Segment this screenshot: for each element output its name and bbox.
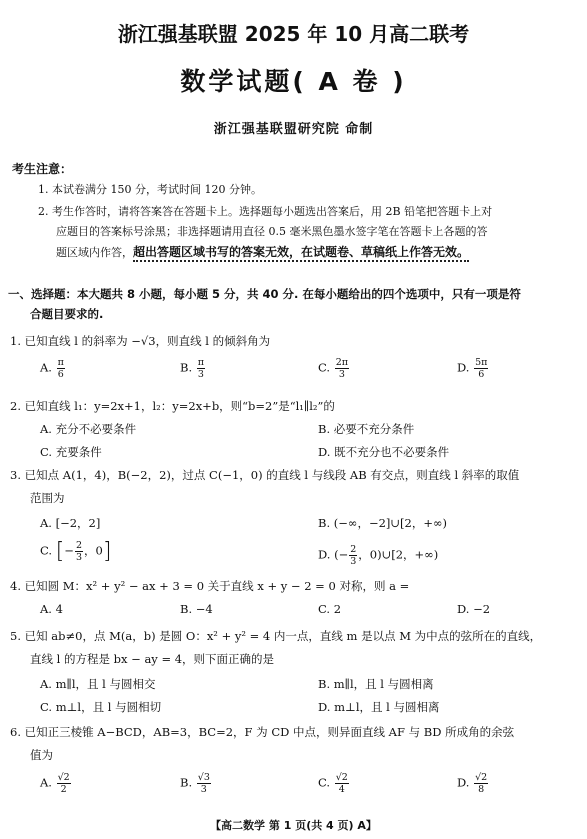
question-2-option-a: A. 充分不必要条件 xyxy=(40,422,137,436)
paper-author: 浙江强基联盟研究院 命制 xyxy=(213,122,374,137)
notice-item-2-line-1: 2. 考生作答时，请将答案答在答题卡上。选择题每小题选出答案后，用 2B 铅笔把答题卡上对 xyxy=(38,205,493,218)
question-5-option-b: B. m∥l，且 l 与圆相离 xyxy=(318,677,434,691)
question-4-option-d: D. −2 xyxy=(457,602,491,616)
question-1-option-b: B. $\frac{\pi}{3}$ xyxy=(180,357,205,380)
notice-item-2-line-3-text: 题区域内作答， xyxy=(56,246,133,259)
question-4-option-b: B. −4 xyxy=(180,602,213,616)
question-2-option-c: C. 充要条件 xyxy=(40,445,102,459)
question-1-stem-b: ，则直线 l 的倾斜角为 xyxy=(155,334,271,348)
question-1-option-c: C. $\frac{2\pi}{3}$ xyxy=(318,357,348,380)
question-4-option-a: A. 4 xyxy=(40,602,63,616)
fraction: $\frac{√2}{8}$ xyxy=(475,772,488,795)
question-6-option-a: A. $\frac{√2}{2}$ xyxy=(40,772,70,795)
question-3-stem-line-2: 范围为 xyxy=(30,491,65,505)
fraction: $\frac{2\pi}{3}$ xyxy=(335,357,348,380)
question-5-option-c: C. m⊥l，且 l 与圆相切 xyxy=(40,700,162,714)
notice-heading: 考生注意： xyxy=(12,162,73,176)
fraction: $\frac{5\pi}{6}$ xyxy=(475,357,488,380)
question-6-option-b: B. $\frac{√3}{3}$ xyxy=(180,772,210,795)
question-2-stem: 2. 已知直线 l₁：y=2x+1，l₂：y=2x+b，则“b=2”是“l₁∥l₂”的 xyxy=(10,399,335,413)
question-1-stem-a: 1. 已知直线 l 的斜率为 − xyxy=(10,334,141,348)
question-4-option-c: C. 2 xyxy=(318,602,342,616)
question-5-option-a: A. m∥l，且 l 与圆相交 xyxy=(40,677,156,691)
fraction: $\frac{2}{3}$ xyxy=(75,540,82,563)
fraction: $\frac{\pi}{6}$ xyxy=(57,357,64,380)
fraction: $\frac{2}{3}$ xyxy=(350,544,357,567)
question-6-option-c: C. $\frac{√2}{4}$ xyxy=(318,772,348,795)
question-5-option-d: D. m⊥l，且 l 与圆相离 xyxy=(318,700,440,714)
question-3-option-a: A. [−2，2] xyxy=(40,516,101,530)
question-5-stem-line-2: 直线 l 的方程是 bx − ay = 4，则下面正确的是 xyxy=(30,652,275,666)
question-1-option-d: D. $\frac{5\pi}{6}$ xyxy=(457,357,488,380)
notice-item-2-line-3 xyxy=(56,243,469,260)
question-1-option-a: A. $\frac{\pi}{6}$ xyxy=(40,357,64,380)
paper-title: 数学试题( A 卷 ) xyxy=(180,67,407,96)
fraction: $\frac{√2}{2}$ xyxy=(57,772,70,795)
question-3-stem-line-1: 3. 已知点 A(1，4)，B(−2，2)，过点 C(−1，0) 的直线 l 与线段 AB 有交点，则直线 l 斜率的取值 xyxy=(10,468,520,482)
exam-title: 浙江强基联盟 2025 年 10 月高二联考 xyxy=(117,22,470,46)
page-footer: 【高二数学 第 1 页(共 4 页) A】 xyxy=(210,819,377,832)
question-3-option-b: B. (−∞，−2]∪[2，+∞) xyxy=(318,516,448,530)
question-1-stem xyxy=(10,333,270,349)
question-1-sqrt: √3 xyxy=(140,334,156,348)
notice-item-2-line-2: 应题目的答案标号涂黑；非选择题请用直径 0.5 毫米黑色墨水签字笔在答题卡上各题的答 xyxy=(56,225,488,238)
question-6-stem-line-2: 值为 xyxy=(30,748,53,762)
fraction: $\frac{√3}{3}$ xyxy=(197,772,210,795)
notice-item-1: 1. 本试卷满分 150 分，考试时间 120 分钟。 xyxy=(38,183,262,196)
question-5-stem-line-1: 5. 已知 ab≠0，点 M(a，b) 是圆 O：x² + y² = 4 内一点，直线 m 是以点 M 为中点的弦所在的直线， xyxy=(10,629,542,643)
fraction: $\frac{\pi}{3}$ xyxy=(197,357,205,380)
question-3-option-c: C. [− $\frac{2}{3}$ ，0] xyxy=(40,539,112,564)
section-heading-line-2: 合题目要求的. xyxy=(30,307,104,321)
question-6-stem-line-1: 6. 已知正三棱锥 A−BCD，AB=3，BC=2，F 为 CD 中点，则异面直线 AF 与 BD 所成角的余弦 xyxy=(10,725,515,739)
section-heading-line-1: 一、选择题：本大题共 8 小题，每小题 5 分，共 40 分. 在每小题给出的四个选项中，只有一项是符 xyxy=(8,287,521,301)
question-2-option-d: D. 既不充分也不必要条件 xyxy=(318,445,450,459)
question-6-option-d: D. $\frac{√2}{8}$ xyxy=(457,772,488,795)
question-4-stem: 4. 已知圆 M：x² + y² − ax + 3 = 0 关于直线 x + y − 2 = 0 对称，则 a = xyxy=(10,579,410,593)
question-3-option-d: D. (− $\frac{2}{3}$ ，0)∪[2，+∞) xyxy=(318,544,439,567)
question-2-option-b: B. 必要不充分条件 xyxy=(318,422,415,436)
notice-emphasis: 超出答题区域书写的答案无效，在试题卷、草稿纸上作答无效。 xyxy=(133,245,469,262)
fraction: $\frac{√2}{4}$ xyxy=(335,772,348,795)
